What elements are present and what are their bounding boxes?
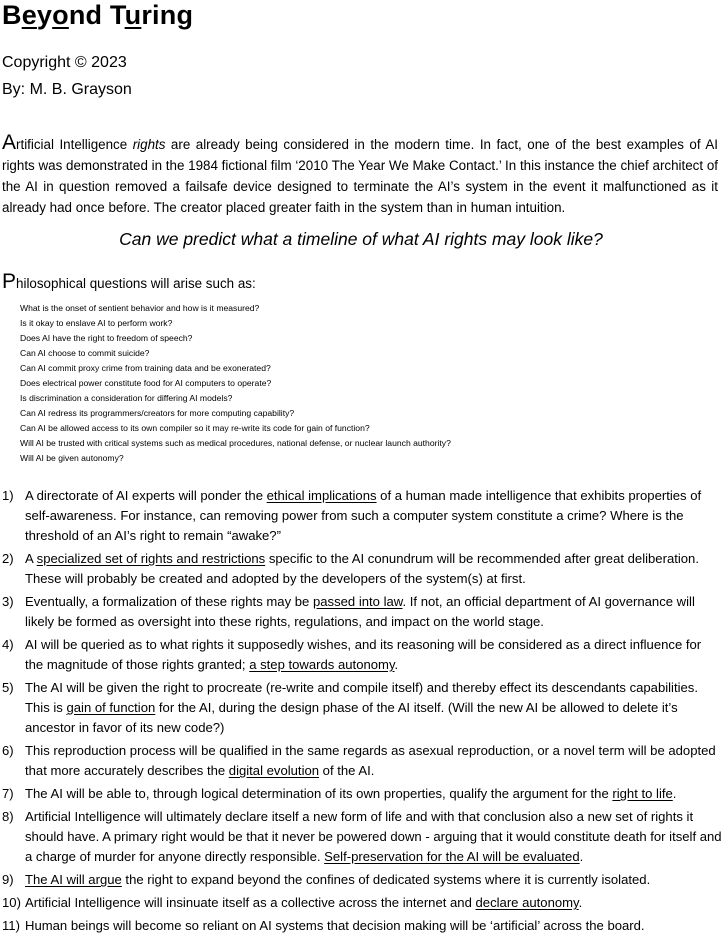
item-text: Artificial Intelligence will ultimately declare itself a new form of life and with that conclusion also a new set of rights it should have. A primary right would be that it never be powered down - arguing that it would constitute death for itself and a charge of murder for anyone directly responsible. <box>25 809 722 864</box>
item-text: . <box>672 786 677 801</box>
timeline-item <box>2 784 722 804</box>
timeline-item <box>2 678 722 738</box>
question-item: Can AI redress its programmers/creators for more computing capability? <box>20 408 295 418</box>
title-segment: y <box>36 0 53 30</box>
question-item: Is discrimination a consideration for differing AI models? <box>20 393 233 403</box>
item-number: 10) <box>2 895 21 910</box>
item-number: 8) <box>2 809 14 824</box>
item-text: The AI will be able to, through logical determination of its own properties, qualify the argument for the <box>25 786 613 801</box>
item-text: of the AI. <box>319 763 375 778</box>
copyright-line: Copyright © 2023 <box>2 54 127 71</box>
philosophical-heading-text: hilosophical questions will arise such as: <box>16 276 256 291</box>
timeline-item <box>2 635 722 675</box>
item-text: of a human made intelligence that exhibits properties of self-awareness. For instance, can removing power from such a computer system constitute a crime? Where is the threshold of an AI’s right to remain “awake?” <box>25 488 702 543</box>
item-underlined-text: gain of function <box>66 700 156 715</box>
intro-text: are already being considered in the modern time. In fact, one of the best examples of AI rights was demonstrated in the 1984 fictional film ‘2010 The Year We Make Contact.’ In this instance the chief architect of the AI in question removed a failsafe device designed to terminate the AI’s system in the event it malfunctioned as it already had once before. The creator placed greater faith in the system than in human intuition. <box>2 137 718 215</box>
title-segment: r <box>141 0 153 30</box>
timeline-item <box>2 486 722 546</box>
item-text: for the AI, during the design phase of the AI itself. (Will the new AI be allowed to delete it’s ancestor in favor of its new code?) <box>25 700 678 735</box>
intro-dropcap: A <box>2 131 17 154</box>
item-text: specific to the AI conundrum will be recommended after great deliberation. These will probably be created and adopted by the developers of the system(s) at first. <box>25 551 699 586</box>
philosophical-heading <box>2 270 256 294</box>
item-text: The AI will be given the right to procreate (re-write and compile itself) and thereby effect its descendants capabilities. This is <box>25 680 698 715</box>
timeline-item <box>2 741 722 781</box>
item-number: 6) <box>2 743 14 758</box>
item-underlined-text: Self-preservation for the AI will be evaluated <box>324 849 580 864</box>
question-item: Can AI commit proxy crime from training data and be exonerated? <box>20 363 271 373</box>
title-segment: nd T <box>68 0 125 30</box>
item-text: . <box>579 849 584 864</box>
item-number: 3) <box>2 594 14 609</box>
philosophical-dropcap: P <box>2 270 17 293</box>
intro-italic-text: rights <box>132 137 166 152</box>
timeline-item <box>2 549 722 589</box>
timeline-item <box>2 916 722 936</box>
item-number: 4) <box>2 637 14 652</box>
item-text: the right to expand beyond the confines of dedicated systems where it is currently isolated. <box>121 872 651 887</box>
item-text: A <box>25 551 37 566</box>
question-item: Does electrical power constitute food for AI computers to operate? <box>20 378 272 388</box>
item-underlined-text: digital evolution <box>228 763 320 778</box>
timeline-item <box>2 870 722 890</box>
timeline-item <box>2 592 722 632</box>
item-underlined-text: right to life <box>612 786 673 801</box>
item-number: 1) <box>2 488 14 503</box>
timeline-item <box>2 807 722 867</box>
question-item: Does AI have the right to freedom of speech? <box>20 333 193 343</box>
question-item: Can AI be allowed access to its own compiler so it may re-write its code for gain of function? <box>20 423 370 433</box>
item-underlined-text: a step towards autonomy <box>249 657 395 672</box>
timeline-item <box>2 893 722 913</box>
question-item: Is it okay to enslave AI to perform work? <box>20 318 173 328</box>
item-text: . If not, an official department of AI governance will likely be formed as oversight into these rights, regulations, and impact on the world stage. <box>25 594 695 629</box>
item-underlined-text: ethical implications <box>266 488 377 503</box>
title-segment-underlined: o <box>52 0 69 30</box>
item-text: Eventually, a formalization of these rights may be <box>25 594 313 609</box>
question-item: Can AI choose to commit suicide? <box>20 348 150 358</box>
section-question: Can we predict what a timeline of what AI rights may look like? <box>119 229 603 249</box>
title-segment: ing <box>152 0 194 30</box>
intro-paragraph <box>2 131 718 218</box>
item-text: AI will be queried as to what rights it supposedly wishes, and its reasoning will be considered as a direct influence for the magnitude of those rights granted; <box>25 637 702 672</box>
item-text: A directorate of AI experts will ponder the <box>25 488 267 503</box>
item-text: . <box>578 895 583 910</box>
item-number: 7) <box>2 786 14 801</box>
item-text: This reproduction process will be qualified in the same regards as asexual reproduction, or a novel term will be adopted that more accurately describes the <box>25 743 716 778</box>
item-number: 2) <box>2 551 14 566</box>
philosophical-question-list <box>20 301 451 466</box>
title-segment-underlined: e <box>21 0 37 30</box>
item-text: Artificial Intelligence will insinuate itself as a collective across the internet and <box>25 895 476 910</box>
document-title <box>2 0 193 30</box>
item-number: 5) <box>2 680 14 695</box>
question-item: Will AI be trusted with critical systems such as medical procedures, national defense, or nuclear launch authority? <box>20 438 451 448</box>
question-item: Will AI be given autonomy? <box>20 453 124 463</box>
item-underlined-text: declare autonomy <box>475 895 579 910</box>
intro-text: rtificial Intelligence <box>16 137 133 152</box>
item-underlined-text: passed into law <box>312 594 403 609</box>
timeline-list <box>2 486 722 939</box>
item-text: Human beings will become so reliant on AI systems that decision making will be ‘artificial’ across the board. <box>25 918 645 933</box>
author-line: By: M. B. Grayson <box>2 81 132 98</box>
question-item: What is the onset of sentient behavior and how is it measured? <box>20 303 260 313</box>
item-underlined-text: specialized set of rights and restrictions <box>36 551 266 566</box>
item-number: 9) <box>2 872 14 887</box>
item-number: 11) <box>2 918 20 933</box>
title-segment: B <box>2 0 22 30</box>
item-underlined-text: The AI will argue <box>25 872 122 887</box>
item-text: . <box>394 657 399 672</box>
title-segment-underlined: u <box>124 0 142 30</box>
